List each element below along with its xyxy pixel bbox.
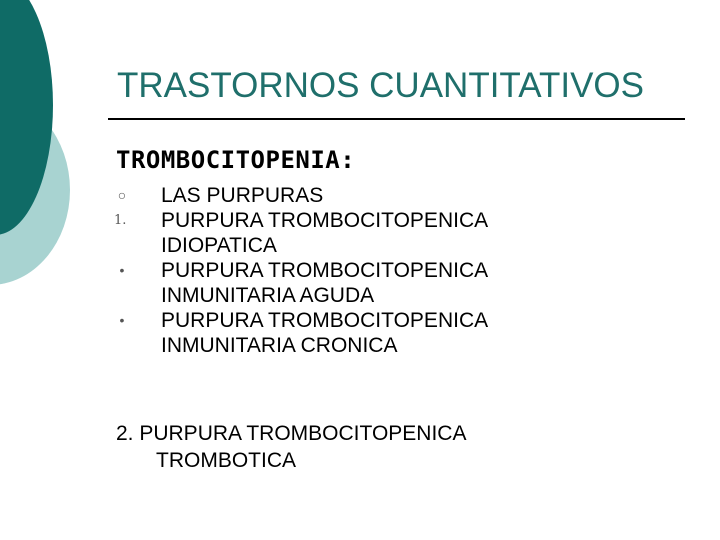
list-item (112, 183, 572, 208)
subheading: TROMBOCITOPENIA: (116, 146, 356, 174)
list-item-text: LAS PURPURAS (161, 184, 324, 207)
decorative-teal-shapes (0, 0, 110, 300)
list-item-text: PURPURA TROMBOCITOPENICA IDIOPATICA (161, 209, 487, 257)
list-item (112, 258, 572, 308)
list-item-text: PURPURA TROMBOCITOPENICA INMUNITARIA AGUDA (161, 259, 487, 307)
bullet-list (112, 183, 572, 358)
circle-bullet-icon: ○ (117, 187, 127, 203)
list-item (112, 208, 572, 258)
second-item-line2: TROMBOTICA (156, 449, 296, 472)
second-item-line1: 2. PURPURA TROMBOCITOPENICA (116, 422, 467, 445)
title-divider (108, 118, 685, 120)
second-item (116, 420, 576, 474)
dot-bullet-icon: • (119, 262, 125, 278)
dot-bullet-icon: • (119, 312, 125, 328)
slide-title: TRASTORNOS CUANTITATIVOS (117, 66, 644, 105)
list-item-text: PURPURA TROMBOCITOPENICA INMUNITARIA CRONICA (161, 309, 487, 357)
list-number: 1. (114, 213, 127, 228)
list-item (112, 308, 572, 358)
